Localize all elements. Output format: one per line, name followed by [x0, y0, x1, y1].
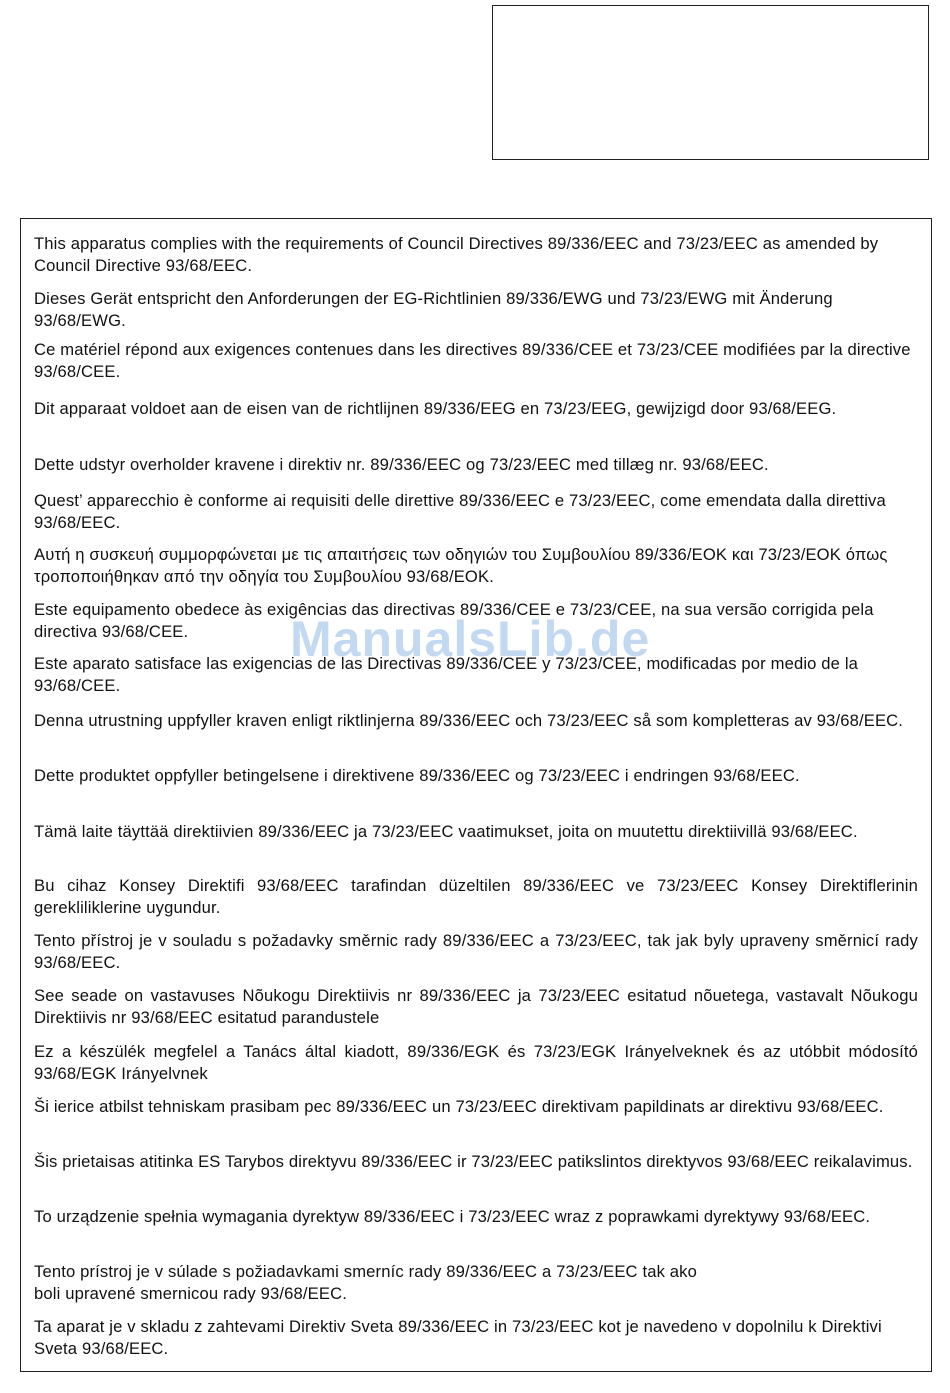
compliance-text-el: Αυτή η συσκευή συμμορφώνεται με τις απαιτήσεις των οδηγιών του Συμβουλίου 89/336/ΕΟΚ και 73/23/ΕΟΚ όπως τροποποιήθηκαν από την οδηγία του Συμβουλίου 93/68/ΕΟΚ.: [34, 545, 888, 586]
compliance-text-sl: Ta aparat je v skladu z zahtevami Direktiv Sveta 89/336/EEC in 73/23/EEC kot je navedeno v dopolnilu k Direktivi Sveta 93/68/EEC.: [34, 1317, 882, 1358]
compliance-text-lt: Šis prietaisas atitinka ES Tarybos direktyvu 89/336/EEC ir 73/23/EEC patikslintos direktyvos 93/68/EEC reikalavimus.: [34, 1152, 913, 1171]
compliance-text-cs: Tento přístroj je v souladu s požadavky směrnic rady 89/336/EEC a 73/23/EEC, tak jak byly upraveny směrnicí rady 93/68/EEC.: [34, 931, 918, 972]
compliance-text-da: Dette udstyr overholder kravene i direktiv nr. 89/336/EEC og 73/23/EEC med tillæg nr. 93/68/EEC.: [34, 455, 769, 474]
compliance-text-et: See seade on vastavuses Nõukogu Direktiivis nr 89/336/EEC ja 73/23/EEC esitatud nõuetega, vastavalt Nõukogu Direktiivis nr 93/68/EEC esitatud parandustele: [34, 986, 918, 1027]
label-box: [492, 5, 929, 160]
compliance-text-it: Quest’ apparecchio è conforme ai requisiti delle direttive 89/336/EEC e 73/23/EEC, come emendata dalla direttiva 93/68/EEC.: [34, 491, 886, 532]
compliance-statement-box: [20, 218, 932, 1372]
compliance-text-lv: Ši ierice atbilst tehniskam prasibam pec 89/336/EEC un 73/23/EEC direktivam papildinats ar direktivu 93/68/EEC.: [34, 1097, 884, 1116]
compliance-text-pt: Este equipamento obedece às exigências das directivas 89/336/CEE e 73/23/CEE, na sua versão corrigida pela directiva 93/68/CEE.: [34, 600, 874, 641]
compliance-text-fr: Ce matériel répond aux exigences contenues dans les directives 89/336/CEE et 73/23/CEE modifiées par la directive 93/68/CEE.: [34, 340, 911, 381]
compliance-text-pl: To urządzenie spełnia wymagania dyrektyw 89/336/EEC i 73/23/EEC wraz z poprawkami dyrektywy 93/68/EEC.: [34, 1207, 871, 1226]
compliance-text-fi: Tämä laite täyttää direktiivien 89/336/EEC ja 73/23/EEC vaatimukset, joita on muutettu direktiivillä 93/68/EEC.: [34, 822, 858, 841]
compliance-text-sv: Denna utrustning uppfyller kraven enligt riktlinjerna 89/336/EEC och 73/23/EEC så som kompletteras av 93/68/EEC.: [34, 711, 904, 730]
compliance-text-no: Dette produktet oppfyller betingelsene i direktivene 89/336/EEC og 73/23/EEC i endringen 93/68/EEC.: [34, 766, 800, 785]
compliance-text-es: Este aparato satisface las exigencias de las Directivas 89/336/CEE y 73/23/CEE, modificadas por medio de la 93/68/CEE.: [34, 654, 859, 695]
compliance-text-sk: Tento prístroj je v súlade s požiadavkami smerníc rady 89/336/EEC a 73/23/EEC tak ako boli upravené smernicou rady 93/68/EEC.: [34, 1262, 698, 1303]
compliance-text-tr: Bu cihaz Konsey Direktifi 93/68/EEC tarafindan düzeltilen 89/336/EEC ve 73/23/EEC Konsey Direktiflerinin gerekliliklerine uygundur.: [34, 876, 918, 917]
watermark: ManualsLib.de: [290, 611, 651, 667]
compliance-text-hu: Ez a készülék megfelel a Tanács által kiadott, 89/336/EGK és 73/23/EGK Irányelveknek és az utóbbit módosító 93/68/EGK Irányelvnek: [34, 1042, 918, 1083]
compliance-text-de: Dieses Gerät entspricht den Anforderungen der EG-Richtlinien 89/336/EWG und 73/23/EWG mit Änderung 93/68/EWG.: [34, 289, 833, 330]
compliance-text-en: This apparatus complies with the requirements of Council Directives 89/336/EEC and 73/23/EEC as amended by Council Directive 93/68/EEC.: [34, 234, 879, 275]
compliance-text-nl: Dit apparaat voldoet aan de eisen van de richtlijnen 89/336/EEG en 73/23/EEG, gewijzigd door 93/68/EEG.: [34, 399, 837, 418]
